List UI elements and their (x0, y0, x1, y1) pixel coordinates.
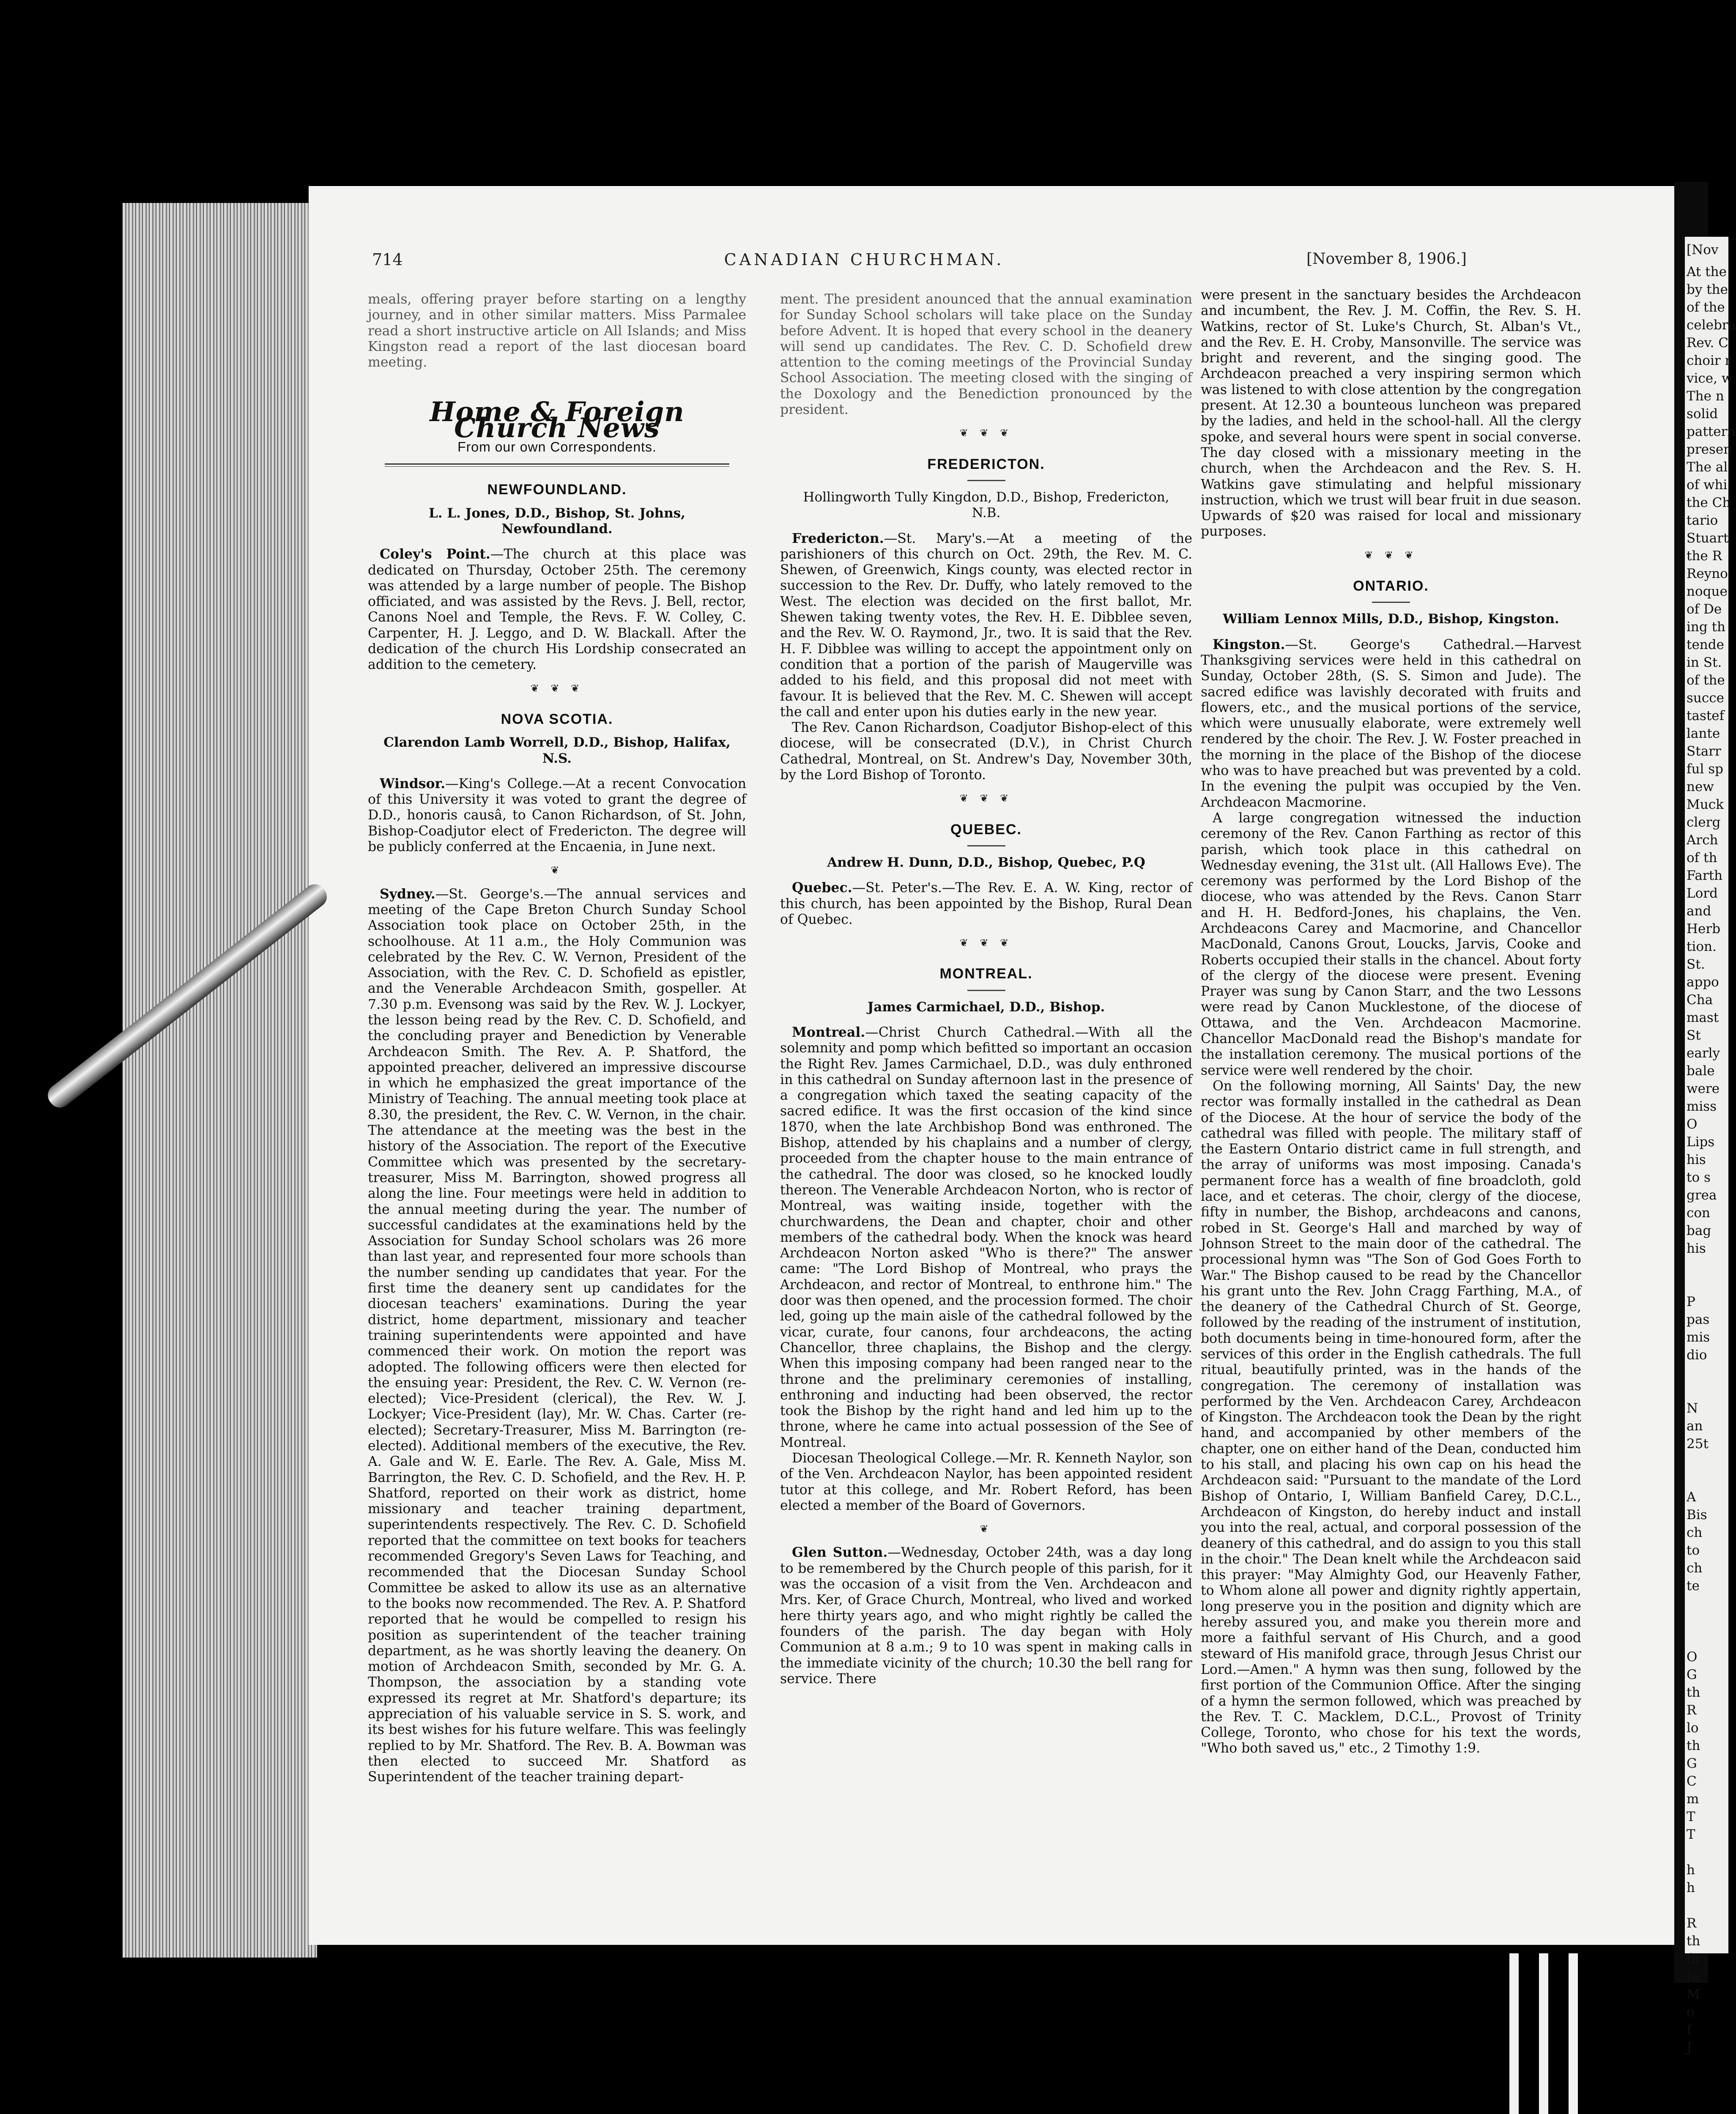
body-sydney: —St. George's.—The annual services and meeting of the Cape Breton Church Sunday School Association took place on October 25th, in the schoolhouse. At 11 a.m., the Holy Communion was celebrated by the Rev. C. W. Vernon, President of the Association, with the Rev. C. D. Schofield as epistler, and the Venerable Archdeacon Smith, gospeller. At 7.30 p.m. Evensong was said by the Rev. W. J. Lockyer, the lesson being read by the Rev. C. D. Schofield, and the concluding prayer and Benediction by Venerable Archdeacon Smith. The Rev. A. P. Shatford, the appointed preacher, delivered an impressive discourse in which he emphasized the great importance of the Ministry of Teaching. The annual meeting took place at 8.30, the president, the Rev. C. W. Vernon, in the chair. The attendance at the meeting was the best in the history of the Association. The report of the Executive Committee which was presented by the secretary-treasurer, Miss M. Barrington, showed progress all along the line. Four meetings were held in addition to the annual meeting during the year. The number of successful candidates at the examinations held by the Association for Sunday School scholars was 26 more than last year, and represented four more schools than the number sending up candidates that year. For the first time the deanery sent up candidates for the diocesan teachers' examinations. During the year district, home department, missionary and teacher training superintendents were appointed and have commenced their work. On motion the report was adopted. The following officers were then elected for the ensuing year: President, the Rev. C. W. Vernon (re-elected); Vice-President (clerical), the Rev. W. J. Lockyer; Vice-President (lay), Mr. W. Chas. Carter (re-elected); Secretary-Treasurer, Miss M. Barrington (re-elected). Additional members of the executive, the Rev. A. Gale and W. E. Earle. The Rev. A. Gale, Miss M. Barrington, the Rev. C. D. Schofield, and the Rev. H. P. Shatford, reported on their work as district, home missionary and teacher training department, superintendents respectively. The Rev. C. D. Schofield reported that the committee on text books for teachers recommended Gregory's Seven Laws for Teaching, and recommended that the Diocesan Sunday School Committee be asked to allow its use as an alternative to the books now recommended. The Rev. A. P. Shatford reported that he would be compelled to resign his position as superintendent of the teacher training department, as he was shortly leaving the deanery. On motion of Archdeacon Smith, seconded by Mr. G. A. Thompson, the association by a standing vote expressed its regret at Mr. Shatford's departure; its appreciation of his valuable service in S. S. work, and its best wishes for his future welfare. This was feelingly replied to by Mr. Shatford. The Rev. B. A. Bowman was then elected to succeed Mr. Shatford as Superintendent of the teacher training depart- (368, 886, 746, 1785)
body-glen-sutton: —Wednesday, October 24th, was a day long to be remembered by the Church people of this parish, for it was the occasion of a visit from the Ven. Archdeacon and Mrs. Ker, of Grace Church, Montreal, who lived and worked here thirty years ago, and who might rightly be called the founders of the parish. The day began with Holy Communion at 8 a.m.; 9 to 10 was spent in making calls in the immediate vicinity of the church; 10.30 the bell rang for service. There (780, 1545, 1192, 1687)
masthead-subtitle: From our own Correspondents. (457, 439, 657, 455)
ornament-divider: ❦ ❦ ❦ (959, 427, 1013, 439)
short-rule (967, 845, 1005, 846)
heading-fredericton: FREDERICTON. (927, 456, 1045, 472)
divider (385, 463, 729, 467)
body-kingston: —St. George's Cathedral.—Harvest Thanksgiving services were held in this cathedral on Sunday, October 28th, (S. S. Simon and Jude). The sacred edifice was lavishly decorated with fruits and flowers, etc., and the musical portions of the service, which were unusually elaborate, were extremely well rendered by the choir. The Rev. J. W. Foster preached in the morning in the place of the Bishop of the diocese who was to have preached but was prevented by a cold. In the evening the pulpit was occupied by the Ven. Archdeacon Macmorine. (1201, 637, 1581, 810)
bishop-quebec: Andrew H. Dunn, D.D., Bishop, Quebec, P.Q (827, 854, 1145, 870)
ornament-divider: ❦ ❦ ❦ (959, 792, 1013, 805)
article-theological-college: Diocesan Theological College.—Mr. R. Kenneth Naylor, son of the Ven. Archdeacon Naylor, has been appointed resident tutor at this college, and Mr. Robert Reford, has been elected a member of the Board of Governors. (780, 1451, 1192, 1513)
masthead-title: Home & Foreign Church News (430, 396, 685, 444)
ornament-divider: ❦ ❦ ❦ (1364, 549, 1418, 561)
article-coleys-point (368, 546, 746, 673)
bishop-newfoundland: L. L. Jones, D.D., Bishop, St. Johns, Newfoundland. (429, 505, 685, 537)
continued-paragraph: ment. The president anounced that the annual examination for Sunday School scholars will take place on the Sunday before Advent. It is hoped that every school in the deanery will send up candidates. The Rev. C. D. Schofield drew attention to the coming meetings of the Provincial Sunday School Association. The meeting closed with the singing of the Doxology and the Benediction pronounced by the president. (780, 292, 1192, 418)
article-glen-sutton (780, 1544, 1192, 1687)
page-edges (123, 203, 317, 1958)
column-1 (368, 292, 746, 1924)
lead-kingston: Kingston. (1213, 636, 1285, 652)
background-stripes (1509, 1953, 1590, 2114)
short-rule (967, 480, 1005, 481)
heading-newfoundland: NEWFOUNDLAND. (487, 482, 627, 498)
heading-quebec: QUEBEC. (950, 821, 1022, 838)
body-windsor: —King's College.—At a recent Convocation of this University it was voted to grant the degree of D.D., honoris causâ, to Canon Richardson, of St. John, Bishop-Coadjutor elect of Fredericton. The degree will be publicly conferred at the Encaenia, in June next. (368, 776, 746, 855)
ornament-divider: ❦ ❦ ❦ (959, 937, 1013, 949)
lead-sydney: Sydney. (380, 886, 435, 902)
article-windsor (368, 776, 746, 855)
column-3 (1201, 288, 1581, 1920)
short-rule (1372, 602, 1410, 603)
continued-paragraph: were present in the sanctuary besides the Archdeacon and incumbent, the Rev. J. M. Coffin, the Rev. S. H. Watkins, rector of St. Luke's Church, St. Alban's Vt., and the Rev. E. H. Croby, Mansonville. The service was bright and reverent, and the singing good. The Archdeacon preached a very inspiring sermon which was listened to with close attention by the congregation present. At 12.30 a bounteous luncheon was prepared by the ladies, and held in the school-hall. All the clergy spoke, and several hours were spent in social converse. The day closed with a missionary meeting in the church, when the Archdeacon and the Rev. S. H. Watkins gave stimulating and helpful missionary instruction, which we trust will bear fruit in due season. Upwards of $20 was raised for local and missionary purposes. (1201, 288, 1582, 539)
article-fredericton (780, 531, 1192, 720)
body-montreal: —Christ Church Cathedral.—With all the solemnity and pomp which befitted so important an occasion the Right Rev. James Carmichael, D.D., was duly enthroned in this cathedral on Sunday afternoon last in the presence of a congregation which taxed the seating capacity of the sacred edifice. It was the first occasion of the kind since 1870, when the late Archbishop Bond was enthroned. The Bishop, attended by his chaplains and a number of clergy, proceeded from the chapter house to the main entrance of the cathedral. The door was closed, so he knocked loudly thereon. The Venerable Archdeacon Norton, who is rector of Montreal, was waiting inside, together with the churchwardens, the Dean and chapter, choir and other members of the cathedral body. When the knock was heard Archdeacon Norton asked "Who is there?" The answer came: "The Lord Bishop of Montreal, who prays the Archdeacon, and rector of Montreal, to enthrone him." The door was then opened, and the procession formed. The choir led, going up the main aisle of the cathedral followed by the vicar, curate, four canons, four archdeacons, the acting Chancellor, three chaplains, the Bishop and the clergy. When this imposing company had been ranged near to the throne and the preliminary ceremonies of installing, enthroning and inducting had been observed, the rector took the Bishop by the right hand and led him up to the throne, where he came into actual possession of the See of Montreal. (780, 1024, 1192, 1450)
adjacent-page-text: At the by the of the celebra Rev. C choir r vice, w The n solid pattern presen The al of whi the Ch tario Stuart the R Reyno noque of De ing th tende in St. of the succe tastef lante Starr ful sp new Muck clerg Arch of th Farth Lord and Herb tion. St. appo Cha mast St early bale were miss O Lips his to s grea con bag his P pas mis dio N an 25t A Bis ch to ch te O G th R lo th G C m T T h h R th fa ta M o f J (1687, 264, 1736, 2055)
adjacent-page-strip (1685, 237, 1736, 2055)
adjacent-page-header: [Nov (1687, 242, 1719, 257)
ornament-single: ❦ (980, 1523, 993, 1535)
article-sydney (368, 886, 746, 1785)
bishop-ontario: William Lennox Mills, D.D., Bishop, Kingston. (1223, 611, 1559, 627)
bishop-nova-scotia: Clarendon Lamb Worrell, D.D., Bishop, Halifax, N.S. (383, 735, 731, 766)
article-quebec (780, 880, 1192, 928)
bishop-montreal: James Carmichael, D.D., Bishop. (867, 999, 1105, 1015)
lead-coleys-point: Coley's Point. (380, 546, 490, 562)
running-title: CANADIAN CHURCHMAN. (724, 250, 1005, 269)
column-2 (780, 292, 1192, 1924)
heading-ontario: ONTARIO. (1353, 578, 1429, 594)
article-fredericton-2: The Rev. Canon Richardson, Coadjutor Bishop-elect of this diocese, will be consecrated (D.V.), in Christ Church Cathedral, Montreal, on St. Andrew's Day, November 30th, by the Lord Bishop of Toronto. (780, 720, 1192, 783)
article-induction: A large congregation witnessed the induction ceremony of the Rev. Canon Farthing as rector of this parish, which took place in this cathedral on Wednesday evening, the 31st ult. (All Hallows Eve). The ceremony was performed by the Lord Bishop of the diocese, who was attended by the Revs. Canon Starr and H. H. Bedford-Jones, his chaplains, the Ven. Archdeacons Carey and Macmorine, and Chancellor MacDonald, Canons Grout, Loucks, Jarvis, Cooke and Roberts occupied their stalls in the chancel. About forty of the clergy of the diocese were present. Evening Prayer was sung by Canon Starr, and the two Lessons were read by Canon Mucklestone, of the diocese of Ottawa, and the Ven. Archdeacon Macmorine. Chancellor MacDonald read the Bishop's mandate for the installation ceremony. The musical portions of the service were well rendered by the choir. (1201, 810, 1581, 1078)
article-installation: On the following morning, All Saints' Day, the new rector was formally installed in the cathedral as Dean of the Diocese. At the hour of service the body of the cathedral was filled with people. The military staff of the Eastern Ontario district came in full strength, and the array of uniforms was most imposing. Canada's permanent force has a wealth of fine broadcloth, gold lace, and et ceteras. The choir, clergy of the diocese, fifty in number, the Bishop, archdeacons and canons, robed in St. George's Hall and marched by way of Johnson Street to the main door of the cathedral. The processional hymn was "The Son of God Goes Forth to War." The Bishop caused to be read by the Chancellor his grant unto the Rev. John Cragg Farthing, M.A., of the deanery of the Cathedral Church of St. George, followed by the reading of the instrument of institution, both documents being in time-honoured form, after the services of this order in the English cathedrals. The full ritual, beautifully printed, was in the hands of the congregation. The ceremony of installation was performed by the Ven. Archdeacon Carey, Archdeacon of Kingston. The Archdeacon took the Dean by the right hand, and accompanied by other members of the chapter, one on either hand of the Dean, conducted him to his stall, and placing his own cap on his head the Archdeacon said: "Pursuant to the mandate of the Lord Bishop of Ontario, I, William Banfield Carey, D.C.L., Archdeacon of Kingston, do hereby induct and install you into the real, actual, and corporal possession of the deanery of this cathedral, and do assign to you this stall in the choir." The Dean knelt while the Archdeacon said this prayer: "May Almighty God, our Heavenly Father, to Whom alone all power and dignity rightly appertain, long preserve you in the position and dignity which are hereby assured you, and make you therein more and more a faithful servant of His Church, and a good steward of His manifold grace, through Jesus Christ our Lord.—Amen." A hymn was then sung, followed by the first portion of the Communion Office. After the singing of a hymn the sermon followed, which was preached by the Rev. T. C. Macklem, D.C.L., Provost of Trinity College, Toronto, who chose for his text the words, "Who both saved us," etc., 2 Timothy 1:9. (1201, 1078, 1581, 1756)
heading-montreal: MONTREAL. (939, 966, 1033, 982)
lead-montreal: Montreal. (792, 1024, 865, 1040)
page-number: 714 (372, 250, 403, 269)
article-montreal (780, 1024, 1192, 1451)
issue-date: [November 8, 1906.] (1306, 250, 1467, 268)
ornament-divider: ❦ ❦ ❦ (530, 682, 584, 694)
lead-windsor: Windsor. (380, 775, 446, 791)
lead-fredericton: Fredericton. (792, 530, 884, 546)
heading-nova-scotia: NOVA SCOTIA. (501, 711, 613, 727)
short-rule (967, 990, 1005, 991)
section-masthead (368, 396, 746, 455)
article-kingston (1201, 637, 1581, 811)
continued-paragraph: meals, offering prayer before starting on a lengthy journey, and in other similar matters. Miss Parmalee read a short instructive article on All Islands; and Miss Kingston read a report of the last diocesan board meeting. (368, 292, 746, 370)
bishop-fredericton: Hollingworth Tully Kingdon, D.D., Bishop, Fredericton, N.B. (803, 489, 1169, 521)
ornament-single: ❦ (550, 864, 564, 876)
body-coleys-point: —The church at this place was dedicated on Thursday, October 25th. The ceremony was attended by a large number of people. The Bishop officiated, and was assisted by the Revs. J. Bell, rector, Canons Noel and Temple, the Revs. F. W. Colley, C. Carpenter, H. J. Leggo, and D. W. Blackall. After the dedication of the church His Lordship consecrated an addition to the cemetery. (368, 547, 746, 673)
lead-glen-sutton: Glen Sutton. (792, 1544, 888, 1561)
lead-quebec: Quebec. (792, 880, 852, 896)
body-fredericton: —St. Mary's.—At a meeting of the parishioners of this church on Oct. 29th, the Rev. M. C. Shewen, of Greenwich, Kings county, was elected rector in succession to the Rev. Dr. Duffy, who lately removed to the West. The election was decided on the first ballot, Mr. Shewen taking twenty votes, the Rev. H. E. Dibblee seven, and the Rev. W. O. Raymond, Jr., two. It is said that the Rev. H. F. Dibblee was willing to accept the appointment only on condition that a portion of the parish of Maugerville was added to his field, and this proposal did not meet with favour. It is believed that the Rev. M. C. Shewen will accept the call and enter upon his duties early in the new year. (780, 531, 1192, 720)
body-quebec: —St. Peter's.—The Rev. E. A. W. King, rector of this church, has been appointed by the Bishop, Rural Dean of Quebec. (780, 880, 1192, 927)
